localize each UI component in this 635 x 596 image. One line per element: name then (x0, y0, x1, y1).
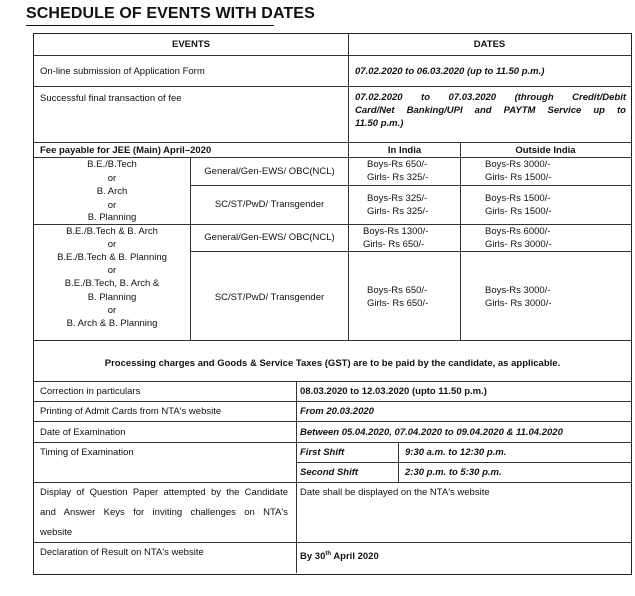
online-submission-date: 07.02.2020 to 06.03.2020 (up to 11.50 p.m.) (355, 66, 545, 77)
fee-amount: Boys-Rs 650/- (367, 159, 428, 170)
course-item: or (107, 265, 117, 276)
course-item: B.E./B.Tech, B. Arch & (64, 278, 160, 289)
timing-label: Timing of Examination (40, 447, 134, 458)
row-divider (33, 421, 631, 422)
online-submission-label: On-line submission of Application Form (40, 66, 205, 77)
fee-amount: Girls- Rs 650/- (363, 239, 425, 250)
col-divider (460, 142, 461, 340)
row-divider (33, 340, 631, 341)
fee-amount: Girls- Rs 3000/- (485, 298, 552, 309)
in-india-header: In India (387, 145, 422, 156)
category-reserved: SC/ST/PwD/ Transgender (214, 292, 325, 303)
col-divider (190, 157, 191, 340)
course-item: or (107, 239, 117, 250)
course-item: B. Planning (87, 292, 137, 303)
admit-card-date: From 20.03.2020 (300, 406, 374, 417)
result-date-prefix: By 30 (300, 551, 326, 562)
category-general: General/Gen-EWS/ OBC(NCL) (204, 232, 335, 243)
outside-india-header: Outside India (515, 145, 576, 156)
course-item: B. Arch & B. Planning (66, 318, 158, 329)
fee-amount: Boys-Rs 650/- (367, 285, 428, 296)
display-qp-label: website (40, 527, 73, 538)
fee-amount: Boys-Rs 325/- (367, 193, 428, 204)
first-shift-label: First Shift (300, 447, 345, 458)
processing-note: Processing charges and Goods & Service Taxes (GST) are to be paid by the candidate, as applicable. (104, 358, 561, 369)
title-underline (26, 25, 274, 26)
dates-header: DATES (473, 39, 506, 50)
page-title: SCHEDULE OF EVENTS WITH DATES (26, 5, 315, 22)
correction-date: 08.03.2020 to 12.03.2020 (upto 11.50 p.m.) (300, 386, 487, 397)
col-divider (296, 381, 297, 573)
exam-date-value: Between 05.04.2020, 07.04.2020 to 09.04.2020 & 11.04.2020 (300, 427, 563, 438)
course-item: or (107, 173, 117, 184)
row-divider (190, 185, 631, 186)
course-item: B.E./B.Tech & B. Arch (66, 226, 158, 237)
result-date (300, 550, 379, 563)
category-reserved: SC/ST/PwD/ Transgender (214, 199, 325, 210)
fee-transaction-label: Successful final transaction of fee (40, 93, 182, 104)
fee-amount: Girls- Rs 650/- (367, 298, 429, 309)
course-item: or (107, 305, 117, 316)
col-divider (398, 442, 399, 482)
row-divider (33, 482, 631, 483)
fee-transaction-date: 07.02.2020 to 07.03.2020 (through Credit/Debit (355, 92, 626, 103)
row-divider (33, 381, 631, 382)
course-item: B.E./B.Tech (87, 159, 137, 170)
course-item: B.E./B.Tech & B. Planning (57, 252, 167, 263)
first-shift-time: 9:30 a.m. to 12:30 p.m. (405, 447, 507, 458)
display-qp-label: Display of Question Paper attempted by the Candidate (40, 487, 288, 498)
row-divider (33, 442, 631, 443)
row-divider (296, 462, 631, 463)
fee-amount: Girls- Rs 325/- (367, 172, 429, 183)
fee-amount: Boys-Rs 3000/- (485, 159, 551, 170)
result-date-suffix: April 2020 (331, 551, 379, 562)
row-divider (33, 86, 631, 87)
admit-card-label: Printing of Admit Cards from NTA's website (40, 406, 222, 417)
fee-amount: Girls- Rs 1500/- (485, 172, 552, 183)
fee-amount: Girls- Rs 3000/- (485, 239, 552, 250)
fee-amount: Boys-Rs 6000/- (485, 226, 551, 237)
fee-amount: Boys-Rs 1300/- (363, 226, 429, 237)
fee-amount: Boys-Rs 1500/- (485, 193, 551, 204)
fee-amount: Girls- Rs 1500/- (485, 206, 552, 217)
fee-transaction-date: 11.50 p.m.) (355, 118, 404, 129)
fee-heading: Fee payable for JEE (Main) April–2020 (40, 145, 212, 156)
course-item: B. Arch (96, 186, 128, 197)
result-date-sup: th (325, 550, 332, 557)
fee-amount: Girls- Rs 325/- (367, 206, 429, 217)
second-shift-time: 2:30 p.m. to 5:30 p.m. (405, 467, 502, 478)
row-divider (33, 142, 631, 143)
display-qp-date: Date shall be displayed on the NTA's website (300, 487, 490, 498)
row-divider (33, 55, 631, 56)
course-item: or (107, 200, 117, 211)
display-qp-label: and Answer Keys for inviting challenges on NTA's (40, 507, 288, 518)
correction-label: Correction in particulars (40, 386, 141, 397)
events-header: EVENTS (171, 39, 210, 50)
second-shift-label: Second Shift (300, 467, 359, 478)
result-label: Declaration of Result on NTA's website (40, 547, 204, 558)
fee-transaction-date: Card/Net Banking/UPI and PAYTM Service up to (355, 105, 626, 116)
exam-date-label: Date of Examination (40, 427, 126, 438)
fee-amount: Boys-Rs 3000/- (485, 285, 551, 296)
row-divider (190, 251, 631, 252)
category-general: General/Gen-EWS/ OBC(NCL) (204, 166, 335, 177)
row-divider (33, 401, 631, 402)
course-item: B. Planning (87, 212, 137, 223)
row-divider (33, 542, 631, 543)
col-divider (348, 33, 349, 340)
